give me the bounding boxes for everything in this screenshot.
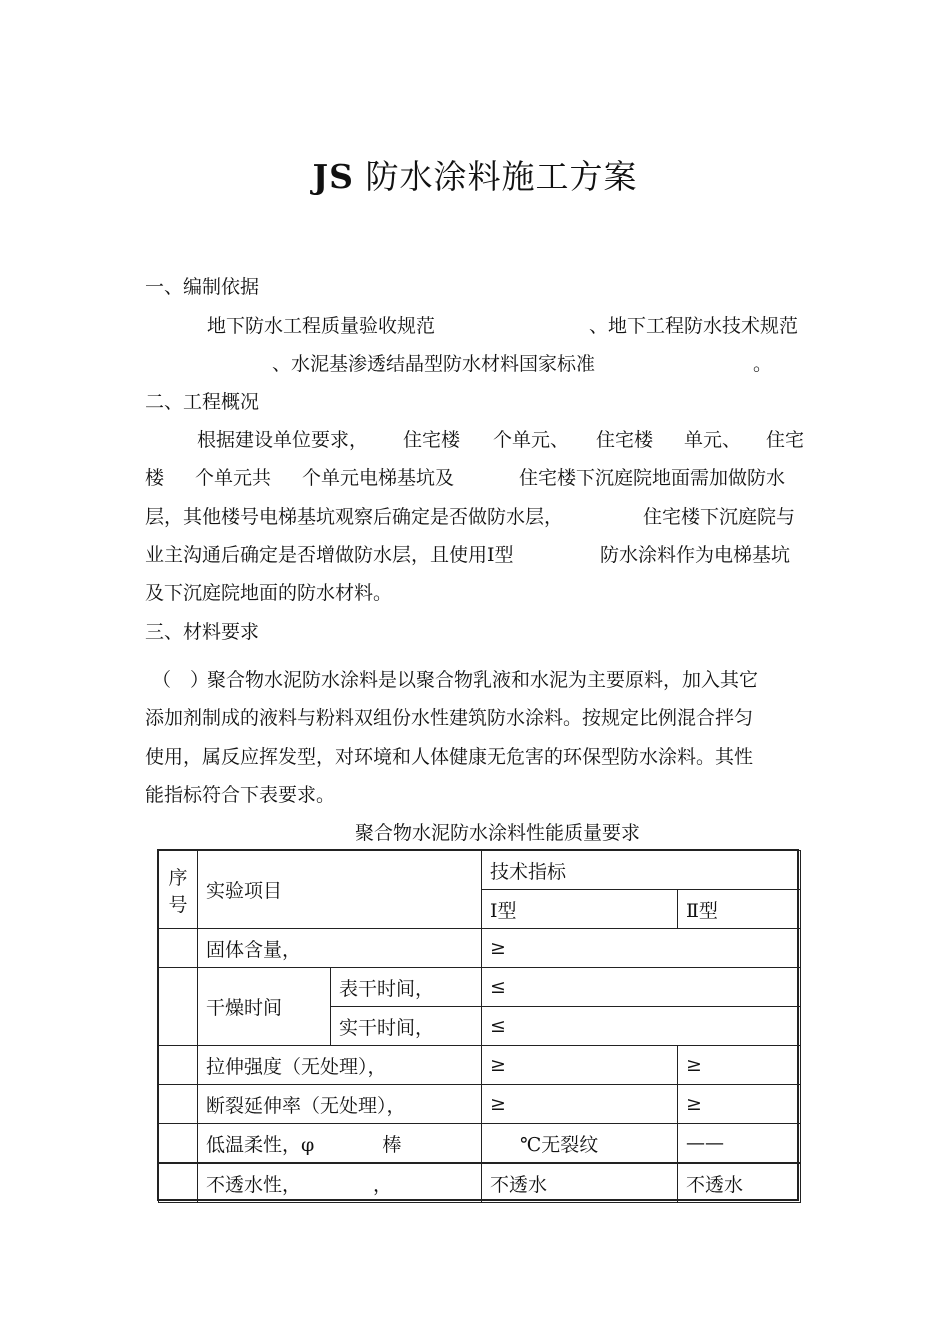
item-number: （ ） [152, 669, 210, 691]
table-row [159, 1124, 801, 1164]
overview-text: 住宅 [766, 429, 805, 451]
material-text: 能指标符合下表要求。 [145, 784, 336, 806]
item-cell: 低温柔性，φ 棒 [198, 1124, 482, 1164]
seq-cell [159, 929, 198, 968]
overview-text: 住宅楼下沉庭院地面需加做防水 [519, 467, 786, 489]
page-title [0, 152, 950, 202]
overview-text: 住宅楼 [403, 429, 461, 451]
item-cell: 干燥时间 [198, 968, 331, 1046]
value-cell: ≥ [678, 1046, 801, 1085]
value-cell: —— [678, 1124, 801, 1164]
table-row [159, 1085, 801, 1124]
standard-end: 。 [753, 353, 773, 375]
overview-text: 楼 [145, 467, 165, 489]
value-cell: ℃无裂纹 [482, 1124, 678, 1164]
section-2-heading: 二、工程概况 [145, 391, 260, 413]
section-3-heading: 三、材料要求 [145, 621, 260, 643]
value-cell: ≥ [482, 1085, 678, 1124]
table-row [159, 929, 801, 968]
seq-cell [159, 968, 198, 1046]
overview-text: 个单元、 [493, 429, 570, 451]
item-cell: 拉伸强度（无处理）， [198, 1046, 482, 1085]
header-type-2: Ⅱ型 [678, 890, 801, 929]
overview-text: 及下沉庭院地面的防水材料。 [145, 582, 393, 604]
header-item: 实验项目 [198, 851, 482, 929]
spec-table [158, 850, 801, 1203]
seq-cell [159, 1085, 198, 1124]
section-1-heading: 一、编制依据 [145, 276, 260, 298]
table-row [159, 1046, 801, 1085]
header-tech: 技术指标 [482, 851, 801, 890]
overview-text: 住宅楼下沉庭院与 [643, 506, 796, 528]
overview-text: 个单元电梯基坑及 [302, 467, 455, 489]
table-caption: 聚合物水泥防水涂料性能质量要求 [355, 822, 641, 844]
overview-text: 根据建设单位要求， [197, 429, 369, 451]
sub-item-cell: 表干时间， [331, 968, 482, 1007]
sub-item-cell: 实干时间， [331, 1007, 482, 1046]
value-cell: ≤ [482, 968, 801, 1007]
header-type-1: Ⅰ型 [482, 890, 678, 929]
standard-2: 、地下工程防水技术规范 [589, 315, 799, 337]
seq-cell [159, 1046, 198, 1085]
value-cell: ≤ [482, 1007, 801, 1046]
standard-3: 、水泥基渗透结晶型防水材料国家标准 [272, 353, 596, 375]
item-cell: 断裂延伸率（无处理）， [198, 1085, 482, 1124]
overview-text: 个单元共 [195, 467, 272, 489]
value-cell: 不透水 [482, 1163, 678, 1203]
table-row [159, 851, 801, 890]
value-cell: 不透水 [678, 1163, 801, 1203]
overview-text: 防水涂料作为电梯基坑 [600, 544, 791, 566]
title-cn: 防水涂料施工方案 [365, 157, 638, 196]
seq-cell [159, 1163, 198, 1203]
item-cell: 固体含量， [198, 929, 482, 968]
material-text: 添加剂制成的液料与粉料双组份水性建筑防水涂料。按规定比例混合拌匀 [145, 707, 754, 729]
value-cell: ≥ [678, 1085, 801, 1124]
table-row [159, 968, 801, 1007]
title-en: JS [312, 157, 354, 196]
material-text: 使用，属反应挥发型，对环境和人体健康无危害的环保型防水涂料。其性 [145, 746, 754, 768]
table-row [159, 1163, 801, 1203]
overview-text: 业主沟通后确定是否增做防水层，且使用Ⅰ型 [145, 544, 514, 566]
value-cell: ≥ [482, 1046, 678, 1085]
material-text: 聚合物水泥防水涂料是以聚合物乳液和水泥为主要原料，加入其它 [207, 669, 759, 691]
overview-text: 层，其他楼号电梯基坑观察后确定是否做防水层， [145, 506, 564, 528]
value-cell: ≥ [482, 929, 801, 968]
seq-cell [159, 1124, 198, 1164]
overview-text: 单元、 [684, 429, 742, 451]
item-cell: 不透水性， ， [198, 1163, 482, 1203]
standard-1: 地下防水工程质量验收规范 [207, 315, 436, 337]
header-seq: 序 号 [159, 851, 198, 929]
overview-text: 住宅楼 [596, 429, 654, 451]
